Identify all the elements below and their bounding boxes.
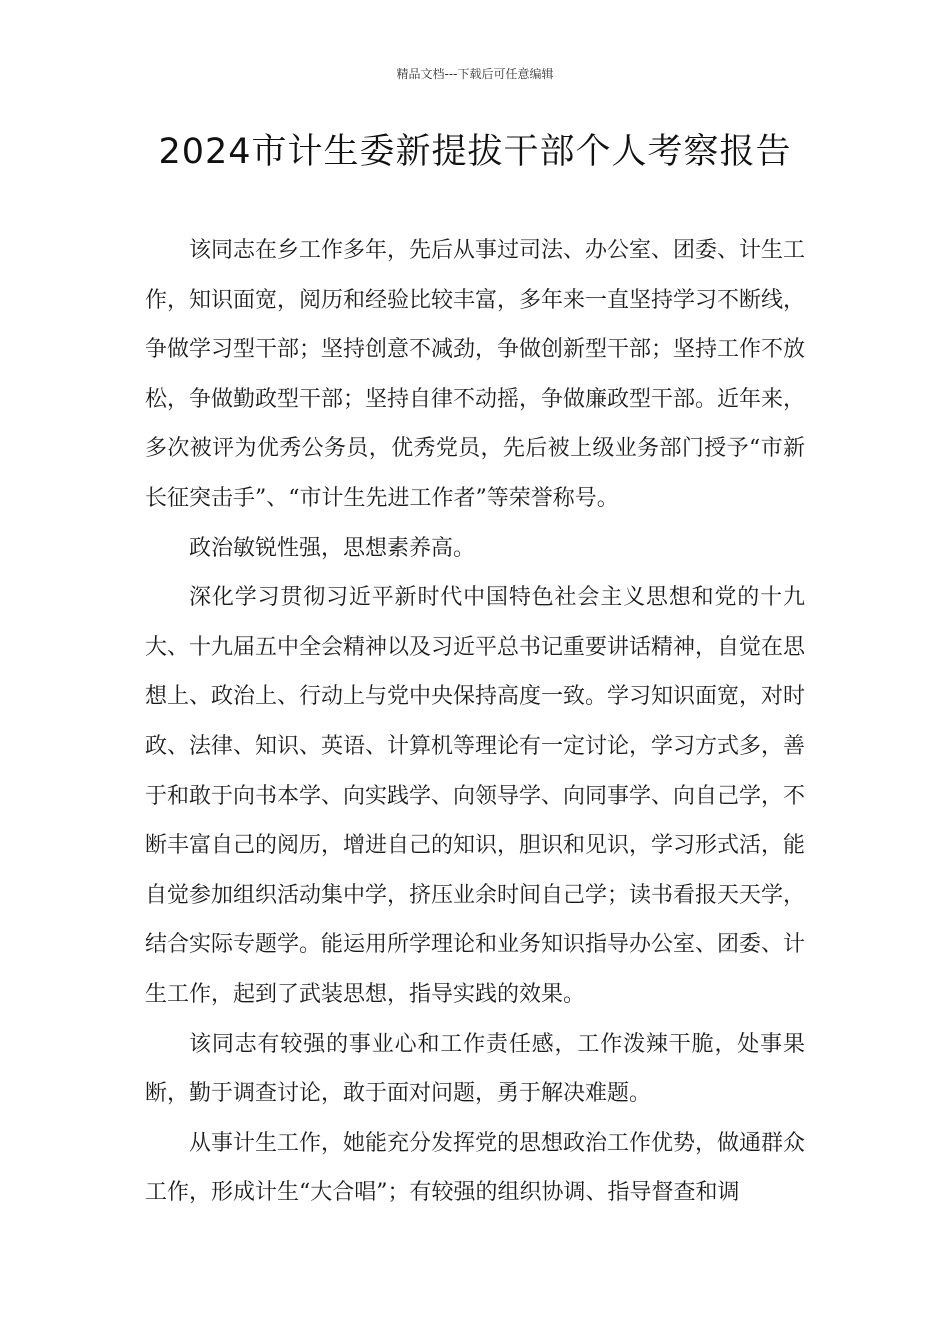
document-body [145, 226, 805, 1218]
paragraph-political: 政治敏锐性强，思想素养高。 [189, 535, 476, 561]
document-title: 2024市计生委新提拔干部个人考察报告 [158, 132, 792, 172]
paragraph-family-planning: 从事计生工作，她能充分发挥党的思想政治工作优势，做通群众工作，形成计生“大合唱”；有较强的组织协调、指导督查和调 [145, 1130, 806, 1206]
header-note: 精品文档---下载后可任意编辑 [396, 67, 554, 81]
paragraph-intro: 该同志在乡工作多年，先后从事过司法、办公室、团委、计生工作，知识面宽，阅历和经验比较丰富，多年来一直坚持学习不断线，争做学习型干部；坚持创意不减劲，争做创新型干部；坚持工作不放松，争做勤政型干部；坚持自律不动摇，争做廉政型干部。近年来，多次被评为优秀公务员，优秀党员，先后被上级业务部门授予“市新长征突击手”、“市计生先进工作者”等荣誉称号。 [145, 238, 806, 511]
paragraph-responsibility: 该同志有较强的事业心和工作责任感，工作泼辣干脆，处事果断，勤于调查讨论，敢于面对问题，勇于解决难题。 [145, 1031, 805, 1107]
paragraph-study: 深化学习贯彻习近平新时代中国特色社会主义思想和党的十九大、十九届五中全会精神以及习近平总书记重要讲话精神，自觉在思想上、政治上、行动上与党中央保持高度一致。学习知识面宽，对时政、法律、知识、英语、计算机等理论有一定讨论，学习方式多，善于和敢于向书本学、向实践学、向领导学、向同事学、向自己学，不断丰富自己的阅历，增进自己的知识，胆识和见识，学习形式活，能自觉参加组织活动集中学，挤压业余时间自己学；读书看报天天学，结合实际专题学。能运用所学理论和业务知识指导办公室、团委、计生工作，起到了武装思想，指导实践的效果。 [145, 585, 806, 1007]
